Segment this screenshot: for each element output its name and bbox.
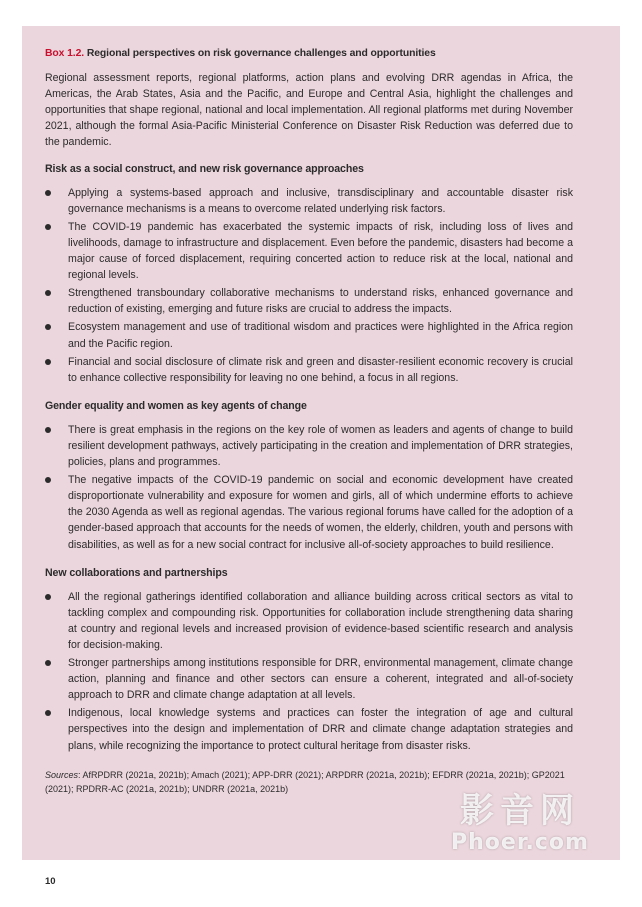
page-number: 10 xyxy=(45,876,56,887)
bullet-list xyxy=(45,185,573,386)
box-content xyxy=(45,46,573,796)
list-item-text: The COVID-19 pandemic has exacerbated the systemic impacts of risk, including loss of lives and livelihoods, damage to infrastructure and displacement. Even before the pandemic, disasters had become a major cause of forced displacement, requiring concerted action to reduce risk at the local, national and regional levels. xyxy=(68,220,573,282)
list-item xyxy=(45,422,573,470)
list-item xyxy=(45,655,573,703)
list-item xyxy=(45,185,573,217)
list-item xyxy=(45,472,573,552)
box-title xyxy=(45,46,573,62)
section-heading: Gender equality and women as key agents of change xyxy=(45,399,307,412)
list-item xyxy=(45,354,573,386)
list-item-text: Applying a systems-based approach and inclusive, transdisciplinary and accountable disaster risk governance mechanisms is a means to overcome related underlying risk factors. xyxy=(68,186,573,215)
list-item-text: Ecosystem management and use of traditional wisdom and practices were highlighted in the Africa region and the Pacific region. xyxy=(68,321,573,350)
list-item-text: All the regional gatherings identified collaboration and alliance building across critical sectors as vital to tackling complex and compounding risk. Opportunities for collaboration include strengthening data sharing at country and regional levels and increased provision of evidence-based scientific research and analysis for decision-making. xyxy=(68,590,573,651)
bullet-icon xyxy=(45,190,51,196)
list-item-text: Stronger partnerships among institutions responsible for DRR, environmental management, climate change action, planning and finance and other sectors can ensure a coherent, integrated and all-of-society approach to DRR and climate change adaptation at all levels. xyxy=(68,657,573,702)
list-item-text: There is great emphasis in the regions on the key role of women as leaders and agents of change to build resilient development pathways, actively participating in the creation and implementation of DRR strategies, policies, plans and programmes. xyxy=(68,423,573,469)
bullet-icon xyxy=(45,477,51,483)
bullet-icon xyxy=(45,359,51,365)
bullet-icon xyxy=(45,660,51,666)
bullet-icon xyxy=(45,710,51,716)
section-heading: Risk as a social construct, and new risk governance approaches xyxy=(45,162,364,175)
box-label: Box 1.2. xyxy=(45,48,85,59)
list-item-text: Indigenous, local knowledge systems and practices can foster the integration of age and cultural perspectives into the design and implementation of DRR and climate change adaptation strategies and plans, while recognizing the importance to protect cultural heritage from disaster risks. xyxy=(68,707,573,752)
list-item-text: Financial and social disclosure of climate risk and green and disaster-resilient economic recovery is crucial to enhance collective responsibility for leaving no one behind, a focus in all regions. xyxy=(68,355,573,384)
bullet-list xyxy=(45,422,573,553)
list-item xyxy=(45,219,573,283)
watermark xyxy=(425,792,615,856)
bullet-icon xyxy=(45,324,51,330)
bullet-list xyxy=(45,589,573,754)
box-title-text: Regional perspectives on risk governance challenges and opportunities xyxy=(84,48,436,59)
bullet-icon xyxy=(45,290,51,296)
bullet-icon xyxy=(45,427,51,433)
list-item xyxy=(45,589,573,653)
list-item xyxy=(45,705,573,753)
bullet-icon xyxy=(45,594,51,600)
list-item-text: The negative impacts of the COVID-19 pandemic on social and economic development have created disproportionate vulnerability and exposure for women and girls, all of which undermine efforts to achieve the 2030 Agenda as well as regional agendas. The various regional forums have called for the adoption of a gender-based approach that accounts for the needs of women, the elderly, children, youth and persons with disabilities, as well as for a new social contract for inclusive all-of-society approaches to build resilience. xyxy=(68,474,573,551)
watermark-chinese: 影音网 xyxy=(460,791,580,831)
bullet-icon xyxy=(45,224,51,230)
section-heading: New collaborations and partnerships xyxy=(45,566,228,579)
watermark-url: Phoer.com xyxy=(451,830,589,855)
list-item xyxy=(45,319,573,351)
sources-label: Sources xyxy=(45,769,79,780)
sources-text: : AfRPDRR (2021a, 2021b); Amach (2021); APP-DRR (2021); ARPDRR (2021a, 2021b); EFDRR (2021a, 2021b); GP2021 (2021); RPDRR-AC (2021a, 2021b); UNDRR (2021a, 2021b) xyxy=(45,769,565,794)
list-item-text: Strengthened transboundary collaborative mechanisms to understand risks, enhanced governance and reduction of existing, emerging and future risks are crucial to address the impacts. xyxy=(68,287,573,316)
intro-paragraph: Regional assessment reports, regional platforms, action plans and evolving DRR agendas in Africa, the Americas, the Arab States, Asia and the Pacific, and Europe and Central Asia, highlight the challenges and opportunities that shape regional, national and local implementation. All regional platforms met during November 2021, although the formal Asia-Pacific Ministerial Conference on Disaster Risk Reduction was deferred due to the pandemic. xyxy=(45,72,573,149)
list-item xyxy=(45,285,573,317)
